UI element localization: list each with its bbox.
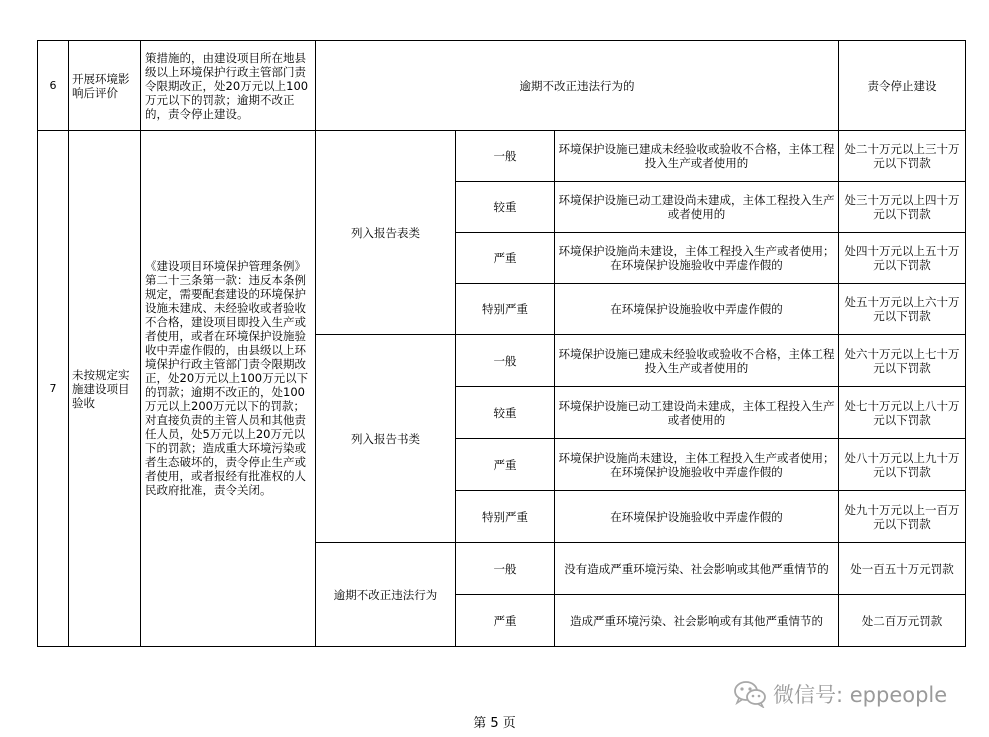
penalty: 处九十万元以上一百万元以下罚款 [839,491,966,543]
legal-basis: 《建设项目环境保护管理条例》第二十三条第一款：违反本条例规定，需要配套建设的环境保护设施未建成、未经验收或者验收不合格，建设项目即投入生产或者使用，或者在环境保护设施验收中弄虚作假的，由县级以上环境保护行政主管部门责令限期改正，处20万元以上100万元以下的罚款；逾期不改正的，处100万元以上200万元以下的罚款；对直接负责的主管人员和其他责任人员，处5万元以上20万元以下的罚款；造成重大环境污染或者生态破坏的，责令停止生产或者使用，或者报经有批准权的人民政府批准，责令关闭。 [141,131,316,647]
severity-level: 较重 [456,182,555,233]
severity-level: 特别严重 [456,284,555,335]
severity-level: 严重 [456,233,555,284]
violation-desc: 环境保护设施已建成未经验收或验收不合格，主体工程投入生产或者使用的 [555,131,839,182]
penalty: 处三十万元以上四十万元以下罚款 [839,182,966,233]
penalty: 处六十万元以上七十万元以下罚款 [839,335,966,387]
penalty: 处二百万元罚款 [839,595,966,647]
category-group: 列入报告表类 [316,131,456,335]
row-number: 7 [38,131,69,647]
table-row [38,131,966,182]
penalty: 处五十万元以上六十万元以下罚款 [839,284,966,335]
violation-desc: 环境保护设施已动工建设尚未建成，主体工程投入生产或者使用的 [555,182,839,233]
penalty: 责令停止建设 [839,41,966,131]
violation-desc: 环境保护设施尚未建设，主体工程投入生产或者使用；在环境保护设施验收中弄虚作假的 [555,233,839,284]
penalty: 处一百五十万元罚款 [839,543,966,595]
watermark-text: 微信号: eppeople [773,683,948,707]
violation-desc: 在环境保护设施验收中弄虚作假的 [555,491,839,543]
row-number: 6 [38,41,69,131]
severity-level: 严重 [456,439,555,491]
violation-desc: 造成严重环境污染、社会影响或有其他严重情节的 [555,595,839,647]
violation-desc: 在环境保护设施验收中弄虚作假的 [555,284,839,335]
violation-desc: 环境保护设施已建成未经验收或验收不合格，主体工程投入生产或者使用的 [555,335,839,387]
watermark [733,678,947,710]
violation-desc: 环境保护设施已动工建设尚未建成，主体工程投入生产或者使用的 [555,387,839,439]
severity-level: 严重 [456,595,555,647]
severity-level: 一般 [456,335,555,387]
penalty-table [37,40,966,647]
table-row-6 [38,41,966,131]
penalty: 处四十万元以上五十万元以下罚款 [839,233,966,284]
severity-level: 特别严重 [456,491,555,543]
severity-level: 较重 [456,387,555,439]
penalty: 处七十万元以上八十万元以下罚款 [839,387,966,439]
circumstance: 逾期不改正违法行为的 [316,41,839,131]
category-group: 列入报告书类 [316,335,456,543]
wechat-icon [733,680,767,708]
category-group: 逾期不改正违法行为 [316,543,456,647]
legal-basis: 策措施的，由建设项目所在地县级以上环境保护行政主管部门责令限期改正，处20万元以上100万元以下的罚款；逾期不改正的，责令停止建设。 [141,41,316,131]
penalty: 处八十万元以上九十万元以下罚款 [839,439,966,491]
severity-level: 一般 [456,131,555,182]
violation-item: 开展环境影响后评价 [69,41,141,131]
page-number: 第 5 页 [473,716,516,731]
violation-desc: 没有造成严重环境污染、社会影响或其他严重情节的 [555,543,839,595]
violation-desc: 环境保护设施尚未建设，主体工程投入生产或者使用；在环境保护设施验收中弄虚作假的 [555,439,839,491]
penalty: 处二十万元以上三十万元以下罚款 [839,131,966,182]
violation-item: 未按规定实施建设项目验收 [69,131,141,647]
severity-level: 一般 [456,543,555,595]
